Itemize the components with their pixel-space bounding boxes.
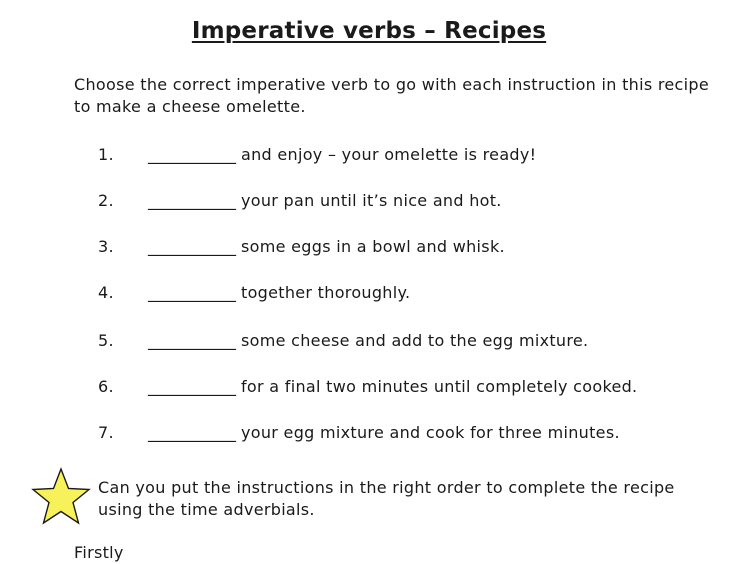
list-item xyxy=(98,423,620,443)
answer-blank[interactable]: ___________ xyxy=(148,283,236,302)
item-number: 5. xyxy=(98,331,114,350)
item-text: some eggs in a bowl and whisk. xyxy=(241,237,505,256)
item-number: 1. xyxy=(98,145,114,164)
list-item xyxy=(98,145,536,165)
answer-blank[interactable]: ___________ xyxy=(148,145,236,164)
item-number: 7. xyxy=(98,423,114,442)
star-icon xyxy=(30,467,92,527)
item-number: 3. xyxy=(98,237,114,256)
list-item xyxy=(98,237,505,257)
list-item xyxy=(98,331,588,351)
list-item xyxy=(98,377,637,397)
answer-blank[interactable]: ___________ xyxy=(148,191,236,210)
item-number: 2. xyxy=(98,191,114,210)
list-item xyxy=(98,191,502,211)
instructions-text: Choose the correct imperative verb to go with each instruction in this recipe to make a cheese omelette. xyxy=(74,75,709,116)
answer-blank[interactable]: ___________ xyxy=(148,423,236,442)
item-text: some cheese and add to the egg mixture. xyxy=(241,331,589,350)
item-text: your egg mixture and cook for three minutes. xyxy=(241,423,620,442)
item-text: your pan until it’s nice and hot. xyxy=(241,191,502,210)
extension-task-text: Can you put the instructions in the right order to complete the recipe using the time adverbials. xyxy=(98,478,675,519)
item-text: and enjoy – your omelette is ready! xyxy=(241,145,537,164)
item-number: 6. xyxy=(98,377,114,396)
list-item xyxy=(98,283,410,303)
answer-blank[interactable]: ___________ xyxy=(148,331,236,350)
item-number: 4. xyxy=(98,283,114,302)
item-text: for a final two minutes until completely cooked. xyxy=(241,377,638,396)
item-text: together thoroughly. xyxy=(241,283,411,302)
answer-blank[interactable]: ___________ xyxy=(148,237,236,256)
answer-blank[interactable]: ___________ xyxy=(148,377,236,396)
answer-start-text: Firstly xyxy=(74,543,124,562)
page-title: Imperative verbs – Recipes xyxy=(191,18,547,44)
